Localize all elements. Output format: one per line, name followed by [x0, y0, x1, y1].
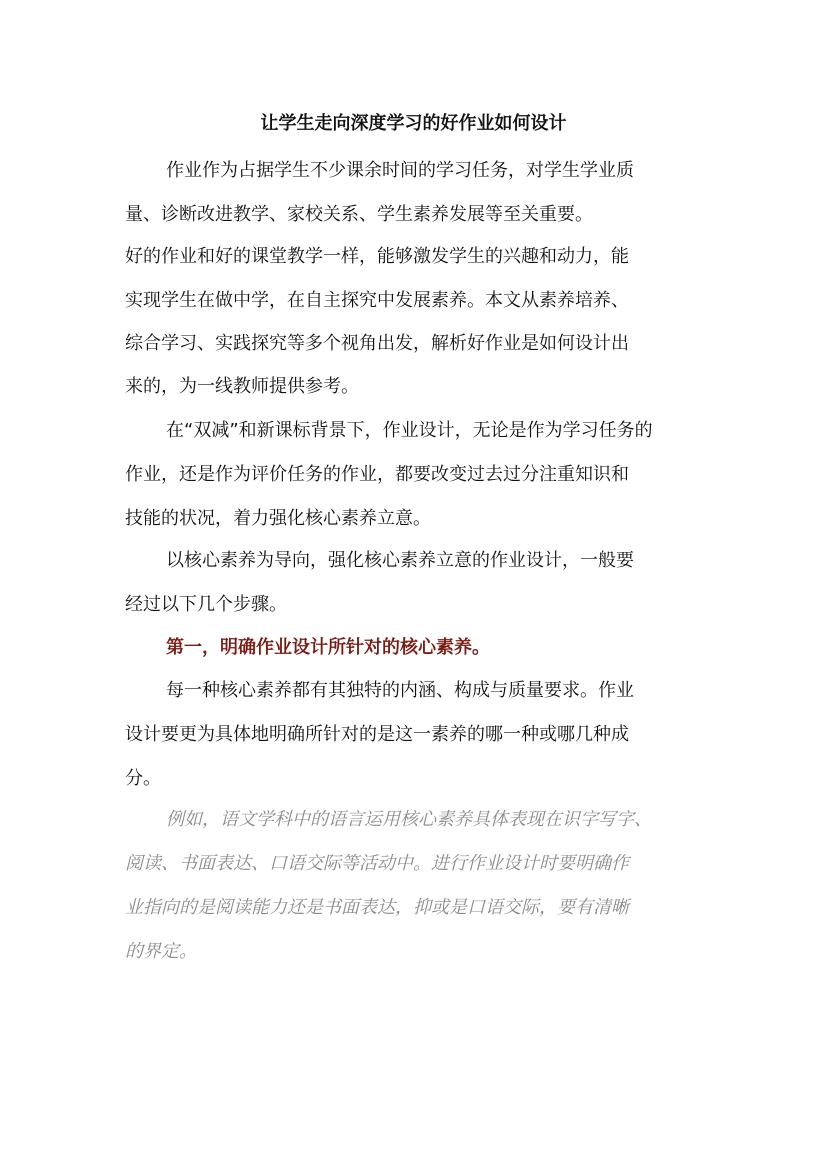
paragraph-6-line-2: 设计要更为具体地明确所针对的是这一素养的哪一种或哪几种成	[125, 724, 629, 745]
paragraph-4-line-2: 经过以下几个步骤。	[125, 594, 287, 615]
example-line-3: 业指向的是阅读能力还是书面表达，抑或是口语交际，要有清晰	[125, 897, 629, 918]
example-line-2: 阅读、书面表达、口语交际等活动中。进行作业设计时要明确作	[125, 853, 629, 874]
example-line-1: 例如，语文学科中的语言运用核心素养具体表现在识字写字、	[166, 809, 652, 830]
paragraph-6-line-1: 每一种核心素养都有其独特的内涵、构成与质量要求。作业	[166, 680, 634, 701]
paragraph-4-line-1: 以核心素养为导向，强化核心素养立意的作业设计，一般要	[166, 550, 634, 571]
paragraph-3-line-1: 在“双减”和新课标背景下，作业设计，无论是作为学习任务的	[166, 420, 653, 441]
example-line-4: 的界定。	[125, 941, 197, 962]
paragraph-2-line-2: 实现学生在做中学，在自主探究中发展素养。本文从素养培养、	[125, 290, 629, 311]
paragraph-6-line-3: 分。	[125, 768, 161, 789]
paragraph-3-line-2: 作业，还是作为评价任务的作业，都要改变过去过分注重知识和	[125, 464, 629, 485]
paragraph-1-line-1: 作业作为占据学生不少课余时间的学习任务，对学生学业质	[166, 160, 634, 181]
paragraph-1-line-2: 量、诊断改进教学、家校关系、学生素养发展等至关重要。	[125, 204, 593, 225]
paragraph-2-line-4: 来的，为一线教师提供参考。	[125, 376, 359, 397]
paragraph-3-line-3: 技能的状况，着力强化核心素养立意。	[125, 508, 431, 529]
paragraph-2-line-1: 好的作业和好的课堂教学一样，能够激发学生的兴趣和动力，能	[125, 246, 629, 267]
paragraph-2-line-3: 综合学习、实践探究等多个视角出发，解析好作业是如何设计出	[125, 333, 629, 354]
document-title: 让学生走向深度学习的好作业如何设计	[260, 113, 567, 134]
section-heading-first: 第一，明确作业设计所针对的核心素养。	[166, 637, 490, 658]
